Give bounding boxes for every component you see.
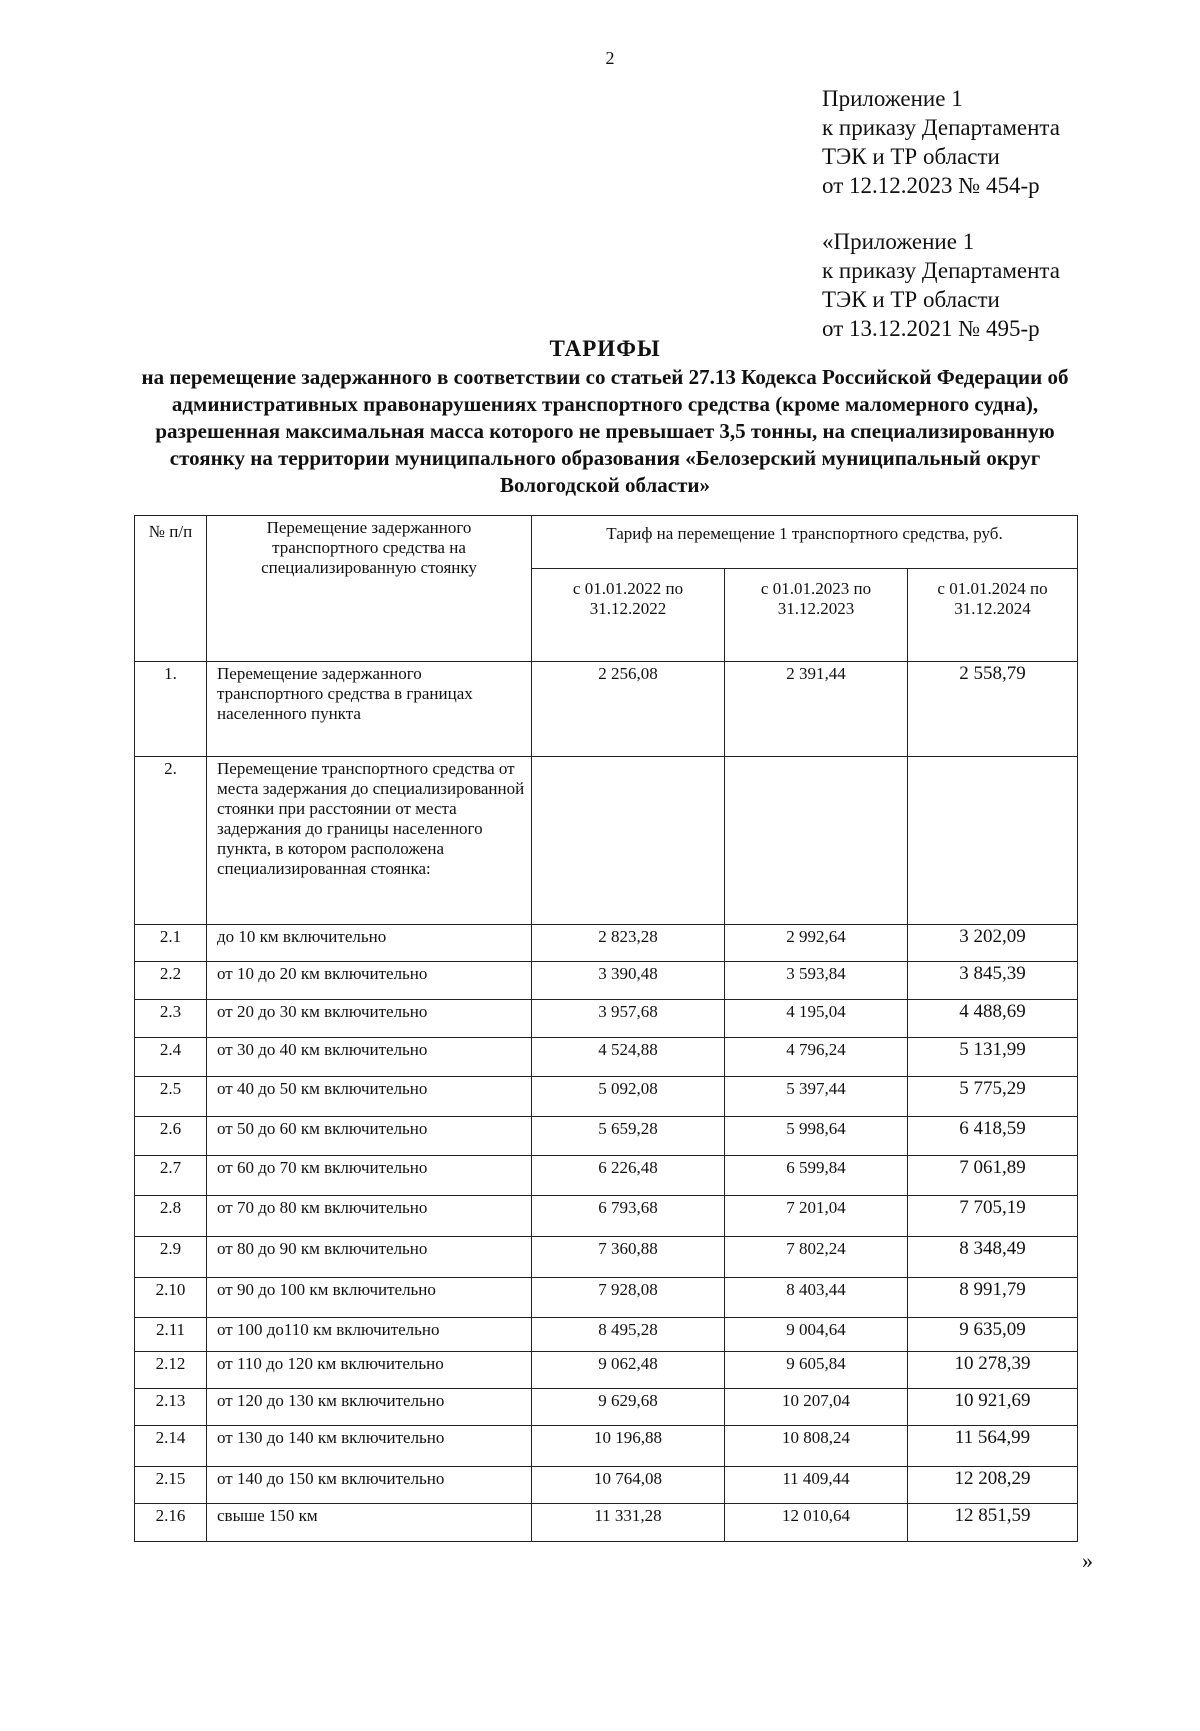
- row-number: 2.14: [135, 1426, 207, 1467]
- tariff-2024: [908, 757, 1078, 925]
- tariff-2023: 6 599,84: [725, 1156, 908, 1196]
- table-row: [135, 1318, 1078, 1352]
- table-row: [135, 962, 1078, 1000]
- table-row: [135, 1352, 1078, 1389]
- tariff-2022: 9 062,48: [532, 1352, 725, 1389]
- row-description: от 100 до110 км включительно: [207, 1318, 532, 1352]
- row-description: до 10 км включительно: [207, 925, 532, 962]
- table-row: [135, 1237, 1078, 1278]
- row-description: от 40 до 50 км включительно: [207, 1077, 532, 1117]
- tariff-2024: 8 348,49: [908, 1237, 1078, 1278]
- tariff-2023: 7 201,04: [725, 1196, 908, 1237]
- row-description: от 120 до 130 км включительно: [207, 1389, 532, 1426]
- tariff-2022: 6 226,48: [532, 1156, 725, 1196]
- table-row: [135, 1000, 1078, 1038]
- table-row: [135, 1156, 1078, 1196]
- tariff-2022: 4 524,88: [532, 1038, 725, 1077]
- tariff-2023: 2 391,44: [725, 662, 908, 757]
- closing-quote: »: [1082, 1548, 1093, 1573]
- row-number: 2.11: [135, 1318, 207, 1352]
- table-row: [135, 757, 1078, 925]
- tariff-2024: 10 278,39: [908, 1352, 1078, 1389]
- row-description: от 30 до 40 км включительно: [207, 1038, 532, 1077]
- tariff-2024: 6 418,59: [908, 1117, 1078, 1156]
- annex-line: от 12.12.2023 № 454-р: [822, 173, 1040, 198]
- row-description: от 20 до 30 км включительно: [207, 1000, 532, 1038]
- tariff-2022: 5 659,28: [532, 1117, 725, 1156]
- tariffs-table: [134, 515, 1078, 1542]
- row-number: 2.16: [135, 1504, 207, 1542]
- tariff-2024: 11 564,99: [908, 1426, 1078, 1467]
- row-number: 2.12: [135, 1352, 207, 1389]
- tariff-2024: 9 635,09: [908, 1318, 1078, 1352]
- row-description: от 60 до 70 км включительно: [207, 1156, 532, 1196]
- tariff-2023: 10 207,04: [725, 1389, 908, 1426]
- tariff-2022: 9 629,68: [532, 1389, 725, 1426]
- table-row: [135, 1278, 1078, 1318]
- tariff-2022: 3 390,48: [532, 962, 725, 1000]
- table-row: [135, 1196, 1078, 1237]
- tariff-2022: 7 360,88: [532, 1237, 725, 1278]
- row-number: 2.5: [135, 1077, 207, 1117]
- table-row: [135, 1117, 1078, 1156]
- tariff-2023: 9 605,84: [725, 1352, 908, 1389]
- tariff-2023: 7 802,24: [725, 1237, 908, 1278]
- tariff-2023: 8 403,44: [725, 1278, 908, 1318]
- tariff-2023: 5 998,64: [725, 1117, 908, 1156]
- tariff-2022: 3 957,68: [532, 1000, 725, 1038]
- tariff-2023: 10 808,24: [725, 1426, 908, 1467]
- tariff-2024: 8 991,79: [908, 1278, 1078, 1318]
- tariff-2024: 4 488,69: [908, 1000, 1078, 1038]
- table-row: [135, 1038, 1078, 1077]
- tariff-2024: 5 131,99: [908, 1038, 1078, 1077]
- row-description: Перемещение транспортного средства от места задержания до специализированной стоянки при расстоянии от места задержания до границы населенного пункта, в котором расположена специализированная стоянка:: [207, 757, 532, 925]
- row-description: от 80 до 90 км включительно: [207, 1237, 532, 1278]
- table-row: [135, 925, 1078, 962]
- tariff-2024: 12 851,59: [908, 1504, 1078, 1542]
- row-number: 1.: [135, 662, 207, 757]
- row-number: 2.9: [135, 1237, 207, 1278]
- tariff-2022: 2 256,08: [532, 662, 725, 757]
- annex-line: от 13.12.2021 № 495-р: [822, 316, 1040, 341]
- tariff-2022: [532, 757, 725, 925]
- table-row: [135, 1077, 1078, 1117]
- header-tariff-group: Тариф на перемещение 1 транспортного средства, руб.: [532, 516, 1078, 569]
- tariff-2022: 7 928,08: [532, 1278, 725, 1318]
- row-number: 2.10: [135, 1278, 207, 1318]
- tariff-2023: 4 195,04: [725, 1000, 908, 1038]
- tariff-2023: 9 004,64: [725, 1318, 908, 1352]
- table-row: [135, 1467, 1078, 1504]
- header-name: Перемещение задержанного транспортного средства на специализированную стоянку: [207, 516, 532, 662]
- row-number: 2.6: [135, 1117, 207, 1156]
- tariff-2024: 7 061,89: [908, 1156, 1078, 1196]
- row-description: свыше 150 км: [207, 1504, 532, 1542]
- tariff-2023: 3 593,84: [725, 962, 908, 1000]
- row-number: 2.3: [135, 1000, 207, 1038]
- tariff-2022: 8 495,28: [532, 1318, 725, 1352]
- row-number: 2.8: [135, 1196, 207, 1237]
- tariff-2022: 10 764,08: [532, 1467, 725, 1504]
- row-description: от 110 до 120 км включительно: [207, 1352, 532, 1389]
- table-row: [135, 1426, 1078, 1467]
- table-row: [135, 1389, 1078, 1426]
- page-number: 2: [605, 48, 615, 68]
- row-number: 2.15: [135, 1467, 207, 1504]
- annex-line: Приложение 1: [822, 86, 963, 111]
- tariff-2023: [725, 757, 908, 925]
- row-number: 2.4: [135, 1038, 207, 1077]
- row-number: 2.: [135, 757, 207, 925]
- row-description: от 50 до 60 км включительно: [207, 1117, 532, 1156]
- annex-line: к приказу Департамента: [822, 258, 1060, 283]
- row-number: 2.2: [135, 962, 207, 1000]
- row-description: от 140 до 150 км включительно: [207, 1467, 532, 1504]
- tariff-2022: 10 196,88: [532, 1426, 725, 1467]
- tariff-2023: 11 409,44: [725, 1467, 908, 1504]
- annex-line: к приказу Департамента: [822, 115, 1060, 140]
- annex-line: «Приложение 1: [822, 229, 975, 254]
- row-description: от 10 до 20 км включительно: [207, 962, 532, 1000]
- row-description: от 70 до 80 км включительно: [207, 1196, 532, 1237]
- tariff-2022: 5 092,08: [532, 1077, 725, 1117]
- table-row: [135, 662, 1078, 757]
- tariff-2022: 11 331,28: [532, 1504, 725, 1542]
- annex-line: ТЭК и ТР области: [822, 287, 1000, 312]
- tariff-2024: 12 208,29: [908, 1467, 1078, 1504]
- row-number: 2.1: [135, 925, 207, 962]
- tariff-2023: 4 796,24: [725, 1038, 908, 1077]
- header-period-2023: с 01.01.2023 по 31.12.2023: [725, 569, 908, 662]
- annex-line: ТЭК и ТР области: [822, 144, 1000, 169]
- tariff-2024: 5 775,29: [908, 1077, 1078, 1117]
- table-row: [135, 1504, 1078, 1542]
- tariff-2022: 2 823,28: [532, 925, 725, 962]
- tariff-2024: 7 705,19: [908, 1196, 1078, 1237]
- header-period-2024: с 01.01.2024 по 31.12.2024: [908, 569, 1078, 662]
- tariff-2024: 2 558,79: [908, 662, 1078, 757]
- row-number: 2.7: [135, 1156, 207, 1196]
- tariff-2023: 12 010,64: [725, 1504, 908, 1542]
- document-subtitle: на перемещение задержанного в соответствии со статьей 27.13 Кодекса Российской Федерации об административных правонарушениях транспортного средства (кроме маломерного судна), разрешенная максимальная масса которого не превышает 3,5 тонны, на специализированную стоянку на территории муниципального образования «Белозерский муниципальный округ Вологодской области»: [141, 365, 1069, 497]
- tariff-2023: 5 397,44: [725, 1077, 908, 1117]
- header-num: № п/п: [135, 516, 207, 662]
- table-header-row: [135, 516, 1078, 569]
- row-description: от 130 до 140 км включительно: [207, 1426, 532, 1467]
- tariff-2024: 3 202,09: [908, 925, 1078, 962]
- tariff-2024: 10 921,69: [908, 1389, 1078, 1426]
- document-heading: [130, 334, 1080, 499]
- row-number: 2.13: [135, 1389, 207, 1426]
- annex-reference-current: [822, 84, 1060, 200]
- table-body: [135, 662, 1078, 1542]
- annex-reference-original: [822, 227, 1060, 343]
- row-description: Перемещение задержанного транспортного средства в границах населенного пункта: [207, 662, 532, 757]
- document-title: ТАРИФЫ: [549, 336, 661, 361]
- header-period-2022: с 01.01.2022 по 31.12.2022: [532, 569, 725, 662]
- tariff-2024: 3 845,39: [908, 962, 1078, 1000]
- row-description: от 90 до 100 км включительно: [207, 1278, 532, 1318]
- tariff-2023: 2 992,64: [725, 925, 908, 962]
- tariff-2022: 6 793,68: [532, 1196, 725, 1237]
